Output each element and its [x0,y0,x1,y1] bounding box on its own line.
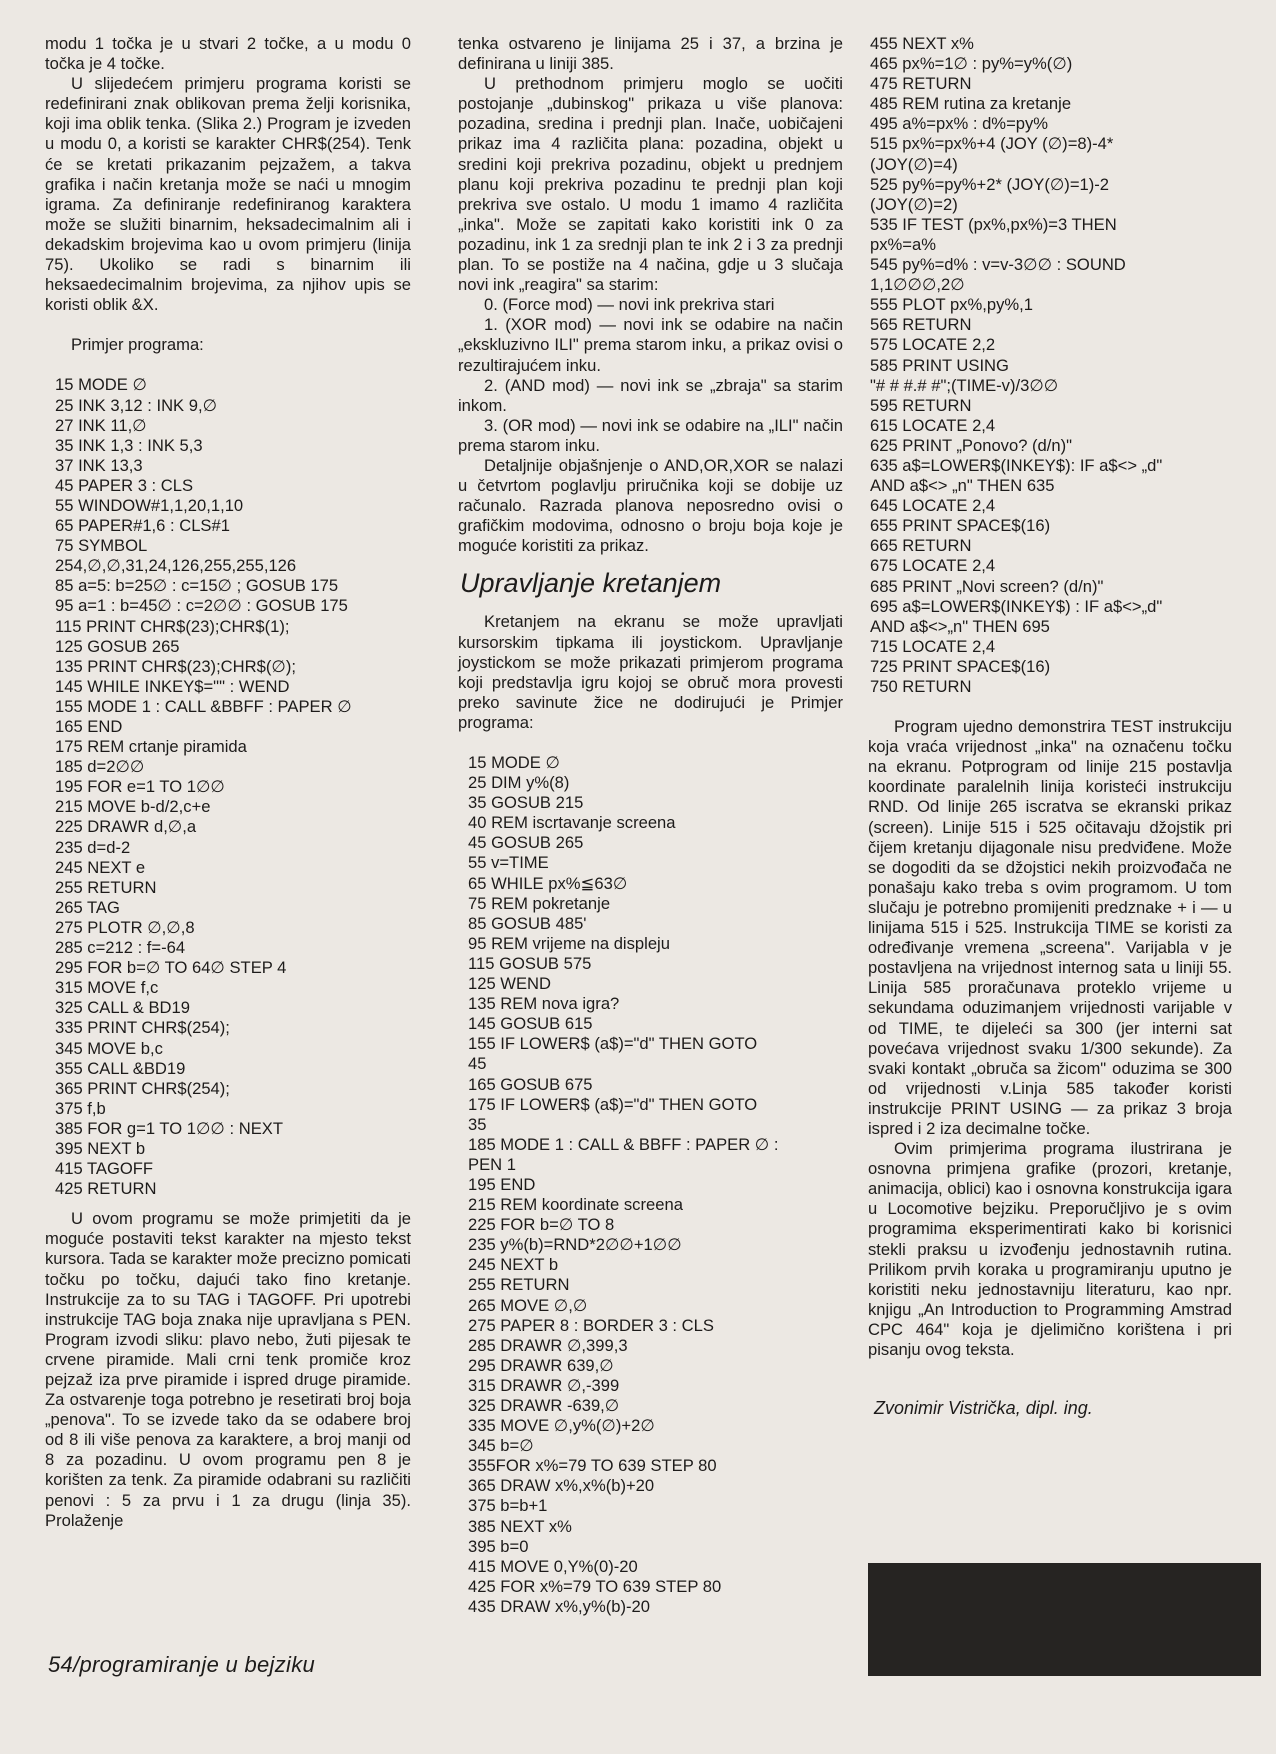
code-line: 585 PRINT USING [870,355,1009,375]
code-listing [45,375,411,1199]
page-footer: 54/programiranje u bejziku [48,1652,316,1677]
code-line: 345 MOVE b,c [55,1038,163,1058]
code-line: 415 MOVE 0,Y%(0)-20 [468,1556,638,1576]
code-line: 335 MOVE ∅,y%(∅)+2∅ [468,1416,655,1436]
code-line: 565 RETURN [870,315,972,335]
code-line: 15 MODE ∅ [468,753,560,772]
code-line: 75 REM pokretanje [468,893,611,913]
code-line: 455 NEXT x% [870,34,974,53]
code-line: 465 px%=1∅ : py%=y%(∅) [870,54,1073,74]
code-line: 415 TAGOFF [55,1159,154,1179]
code-line: 45 GOSUB 265 [468,833,584,853]
black-box [868,1563,1261,1676]
code-line: 235 d=d-2 [55,837,131,857]
code-line: "# # #.# #";(TIME-v)/3∅∅ [870,375,1059,395]
code-line: 675 LOCATE 2,4 [870,556,996,576]
code-line: 515 px%=px%+4 (JOY (∅)=8)-4* [870,134,1114,154]
column-left [45,34,411,1531]
code-line: 525 py%=py%+2* (JOY(∅)=1)-2 [870,174,1110,194]
paragraph: 0. (Force mod) — novi ink prekriva stari [484,295,775,315]
code-line: 435 DRAW x%,y%(b)-20 [468,1596,650,1616]
code-line: 25 DIM y%(8) [468,773,570,793]
paragraph: Detaljnije objašnjenje o AND,OR,XOR se nalazi u četvrtom poglavlju priručnika koji se dobije uz računalo. Razrada planova neposredno ovisi o grafičkim modovima, odnosno o broju boja koje je moguće koristiti za prikaz. [458,455,843,556]
code-line: 375 b=b+1 [468,1496,548,1516]
code-line: 195 END [468,1174,536,1194]
code-line: 45 PAPER 3 : CLS [55,475,194,495]
code-line: 545 py%=d% : v=v-3∅∅ : SOUND [870,255,1126,275]
code-line: 175 REM crtanje piramida [55,737,247,757]
code-line: 185 d=2∅∅ [55,757,145,777]
code-line: 35 INK 1,3 : INK 5,3 [55,435,203,455]
code-line: 425 FOR x%=79 TO 639 STEP 80 [468,1576,722,1596]
code-line: 165 END [55,717,123,736]
code-line: 85 GOSUB 485' [468,913,587,933]
code-line: 635 a$=LOWER$(INKEY$): IF a$<> „d" [870,455,1163,475]
paragraph: Kretanjem na ekranu se može upravljati kursorskim tipkama ili joystickom. Upravljanje joystickom se može prikazati primjerom programa koji predstavlja igru kojoj se obruč mora provesti preko savinute žice ne dodirujući je Primjer programa: [458,612,843,732]
code-line: 555 PLOT px%,py%,1 [870,295,1033,315]
code-line: 725 PRINT SPACE$(16) [870,656,1051,676]
code-line: 95 a=1 : b=45∅ : c=2∅∅ : GOSUB 175 [55,596,348,616]
code-line: 365 DRAW x%,x%(b)+20 [468,1476,655,1496]
section-heading: Upravljanje kretanjem [460,568,722,599]
code-line: 245 NEXT b [468,1255,559,1275]
paragraph: tenka ostvareno je linijama 25 i 37, a brzina je definirana u liniji 385. [458,34,843,74]
paragraph: Program ujedno demonstrira TEST instrukciju koja vraća vrijednost „inka" na označenu točku na ekranu. Potprogram od linije 215 postavlja koordinate paralelnih linija koristeći instrukciju RND. Od linije 265 iscratva se ekranski prikaz (screen). Linije 515 i 525 očitavaju džojstik pri čijem kretanju dijagonale nisu predviđene. Može se dogoditi da se džojstici nekih proizvođača ne ponašaju kako treba s ovim programom. U tom slučaju je potrebno promijeniti predznake + i — u linijama 515 i 525. Instrukcija TIME se koristi za određivanje vremena „screena". Varijabla v je postavljena na vrijednost internog sata u liniji 55. Linija 585 proračunava proteklo vrijeme u sekundama oduzimanjem vrijednosti varijable v od TIME, te dijeleći sa 300 (jer interni sat povećava vrijednost svaku 1/300 sekunde). Za svaki kontakt „obruča sa žicom" oduzima se 300 od vrijednosti v.Linja 585 također koristi instrukcije PRINT USING — za prikaz 3 broja ispred i 2 iza decimalne točke. [868,717,1232,1138]
code-line: 315 MOVE f,c [55,978,159,998]
paragraph: 1. (XOR mod) — novi ink se odabire na način „ekskluzivno ILI" prema starom inku, a prikaz ovisi o rezultirajućem inku. [458,315,843,375]
code-label: Primjer programa: [71,335,204,355]
code-line: 335 PRINT CHR$(254); [55,1018,230,1038]
paragraph: U prethodnom primjeru moglo se uočiti postojanje „dubinskog" prikaza u više planova: pozadina, sredina i prednji plan. Inače, uobičajeni prikaz ima 4 različita plana: pozadina, objekt u sredini koji prekriva pozadinu, objekt u prednjem planu koji prekriva pozadinu te prednji plan koji prekriva sve ostalo. U modu 1 imamo 4 različita „inka". Može se zapitati kako koristiti ink 0 za pozadinu, ink 1 za srednji plan te ink 2 i 3 za prednji plan. To se postiže na 4 načina, gdje u 3 slučaja novi ink „reagira" sa starim: [458,74,843,295]
code-line: 40 REM iscrtavanje screena [468,813,676,833]
code-line: AND a$<> „n" THEN 635 [870,476,1055,496]
paragraph: Ovim primjerima programa ilustrirana je osnovna primjena grafike (prozori, kretanje, animacija, oblici) kao i osnovna konstrukcija igara u Locomotive bejziku. Preporučljivo je s ovim programima eksperimentirati kako bi korisnici stekli praksu u izvođenju jednostavnih rutina. Prilikom prvih koraka u programiranju uputno je koristiti neku jednostavniju literaturu, kao npr. knjigu „An Introduction to Programming Amstrad CPC 464" koja je djelimično korištena i pri pisanju ovog teksta. [868,1139,1232,1359]
code-line: 325 DRAWR -639,∅ [468,1396,620,1415]
code-line: 254,∅,∅,31,24,126,255,255,126 [55,556,297,576]
code-line: 75 SYMBOL [55,536,148,556]
code-line: 165 GOSUB 675 [468,1074,593,1094]
code-line: 215 REM koordinate screena [468,1195,683,1215]
code-line: (JOY(∅)=2) [870,194,958,214]
code-line: 345 b=∅ [468,1436,534,1456]
code-line: 255 RETURN [55,877,157,897]
code-line: 265 MOVE ∅,∅ [468,1295,588,1315]
code-line: 37 INK 13,3 [55,455,143,475]
code-line: 665 RETURN [870,536,972,556]
code-line: 655 PRINT SPACE$(16) [870,516,1051,536]
code-line: 125 WEND [468,974,551,994]
code-line: 285 DRAWR ∅,399,3 [468,1335,628,1355]
code-line: 85 a=5: b=25∅ : c=15∅ ; GOSUB 175 [55,576,339,596]
code-line: 255 RETURN [468,1275,570,1295]
code-line: 35 [468,1114,487,1134]
code-line: 295 DRAWR 639,∅ [468,1355,614,1375]
code-line: 325 CALL & BD19 [55,998,190,1018]
column-middle [458,34,843,1617]
code-line: 385 NEXT x% [468,1516,572,1536]
code-line: PEN 1 [468,1154,516,1174]
code-line: 695 a$=LOWER$(INKEY$) : IF a$<>„d" [870,596,1163,616]
code-line: 27 INK 11,∅ [55,415,147,435]
code-line: 615 LOCATE 2,4 [870,415,996,435]
code-line: 145 GOSUB 615 [468,1014,593,1034]
code-line: 245 NEXT e [55,857,146,877]
code-line: 135 REM nova igra? [468,994,620,1014]
column-right [868,34,1232,1418]
code-line: 155 IF LOWER$ (a$)="d" THEN GOTO [468,1034,758,1054]
code-line: 275 PLOTR ∅,∅,8 [55,917,195,937]
code-line: 125 GOSUB 265 [55,636,180,656]
code-line: 175 IF LOWER$ (a$)="d" THEN GOTO [468,1094,758,1114]
code-line: 750 RETURN [870,677,972,696]
paragraph: U ovom programu se može primjetiti da je moguće postaviti tekst karakter na mjesto tekst kursora. Tada se karakter može precizno pomicati točku po točku, dajući tako fino kretanje. Instrukcije za to su TAG i TAGOFF. Pri upotrebi instrukcije TAG boja znaka nije upravljana s PEN. Program izvodi sliku: plavo nebo, žuti pijesak te crvene piramide. Mali crni tenk promiče kroz pejzaž iza prve piramide i ispred druge piramide. Za ostvarenje toga potrebno je resetirati broj boja „penova". To se izvede tako da se odabere broj od 8 ili više penova za karaktere, a broj manji od 8 za pozadinu. U ovom programu pen 8 je korišten za tenk. Za piramide odabrani su različiti penovi : 5 za prvu i 1 za drugu (linja 35). Prolaženje [45,1209,411,1530]
code-listing [458,753,843,1617]
code-line: 55 WINDOW#1,1,20,1,10 [55,495,244,515]
code-line: 65 WHILE px%≦63∅ [468,873,628,893]
code-line: 595 RETURN [870,395,972,415]
code-line: 95 REM vrijeme na displeju [468,933,670,953]
code-line: 495 a%=px% : d%=py% [870,114,1049,134]
code-line: 355FOR x%=79 TO 639 STEP 80 [468,1456,717,1476]
code-line: 395 NEXT b [55,1138,146,1158]
code-line: 185 MODE 1 : CALL & BBFF : PAPER ∅ : [468,1134,779,1154]
paragraph: modu 1 točka je u stvari 2 točke, a u modu 0 točka je 4 točke. [45,34,411,74]
code-line: 155 MODE 1 : CALL &BBFF : PAPER ∅ [55,696,352,716]
code-line: 355 CALL &BD19 [55,1058,186,1078]
code-line: 315 DRAWR ∅,-399 [468,1375,620,1395]
code-listing [868,34,1232,697]
code-line: 645 LOCATE 2,4 [870,496,996,516]
code-line: 55 v=TIME [468,853,549,873]
code-line: 225 FOR b=∅ TO 8 [468,1215,615,1235]
code-line: 685 PRINT „Novi screen? (d/n)" [870,576,1104,596]
code-line: 35 GOSUB 215 [468,793,584,813]
code-line: 265 TAG [55,897,120,917]
code-line: 15 MODE ∅ [55,375,147,395]
code-line: 235 y%(b)=RND*2∅∅+1∅∅ [468,1235,682,1255]
code-line: 625 PRINT „Ponovo? (d/n)" [870,435,1073,455]
code-line: 1,1∅∅∅,2∅ [870,275,965,295]
code-line: 45 [468,1054,487,1074]
code-line: 485 REM rutina za kretanje [870,94,1072,114]
paragraph: 3. (OR mod) — novi ink se odabire na „ILI" način prema starom inku. [458,415,843,455]
code-line: (JOY(∅)=4) [870,154,958,174]
code-line: 115 GOSUB 575 [468,953,592,973]
code-line: 275 PAPER 8 : BORDER 3 : CLS [468,1315,714,1335]
code-line: 425 RETURN [55,1179,157,1199]
code-line: 225 DRAWR d,∅,a [55,817,197,837]
code-line: 65 PAPER#1,6 : CLS#1 [55,516,230,536]
paragraph: 2. (AND mod) — novi ink se „zbraja" sa starim inkom. [458,375,843,415]
code-line: 475 RETURN [870,74,972,94]
code-line: 575 LOCATE 2,2 [870,335,996,355]
code-line: 365 PRINT CHR$(254); [55,1078,230,1098]
paragraph: U slijedećem primjeru programa koristi se redefinirani znak oblikovan prema želji korisnika, koji ima oblik tenka. (Slika 2.) Program je izveden u modu 0, a koristi se karakter CHR$(254). Tenk će se kretati prikazanim pejzažem, a takva grafika i način kretanja može se naći u mnogim igrama. Za definiranje redefiniranog karaktera može se služiti binarnim, heksadecimalnim ali i dekadskim brojevima kao u ovom primjeru (linija 75). Ukoliko se radi s binarnim ili heksaedecimalnim brojevima, za njihov upis se koristi oblik &X. [45,74,411,315]
code-line: px%=a% [870,234,936,254]
code-line: 715 LOCATE 2,4 [870,636,996,656]
code-line: 385 FOR g=1 TO 1∅∅ : NEXT [55,1118,283,1138]
code-line: 115 PRINT CHR$(23);CHR$(1); [55,616,290,636]
author-signature: Zvonimir Vistrička, dipl. ing. [874,1398,1093,1419]
code-line: 135 PRINT CHR$(23);CHR$(∅); [55,656,296,676]
code-line: 535 IF TEST (px%,px%)=3 THEN [870,214,1117,234]
code-line: 375 f,b [55,1098,106,1118]
code-line: AND a$<>„n" THEN 695 [870,616,1050,636]
code-line: 145 WHILE INKEY$="" : WEND [55,676,290,696]
code-line: 295 FOR b=∅ TO 64∅ STEP 4 [55,958,287,978]
code-line: 195 FOR e=1 TO 1∅∅ [55,777,225,797]
code-line: 25 INK 3,12 : INK 9,∅ [55,395,218,415]
code-line: 285 c=212 : f=-64 [55,938,186,958]
code-line: 215 MOVE b-d/2,c+e [55,797,211,817]
code-line: 395 b=0 [468,1536,529,1556]
